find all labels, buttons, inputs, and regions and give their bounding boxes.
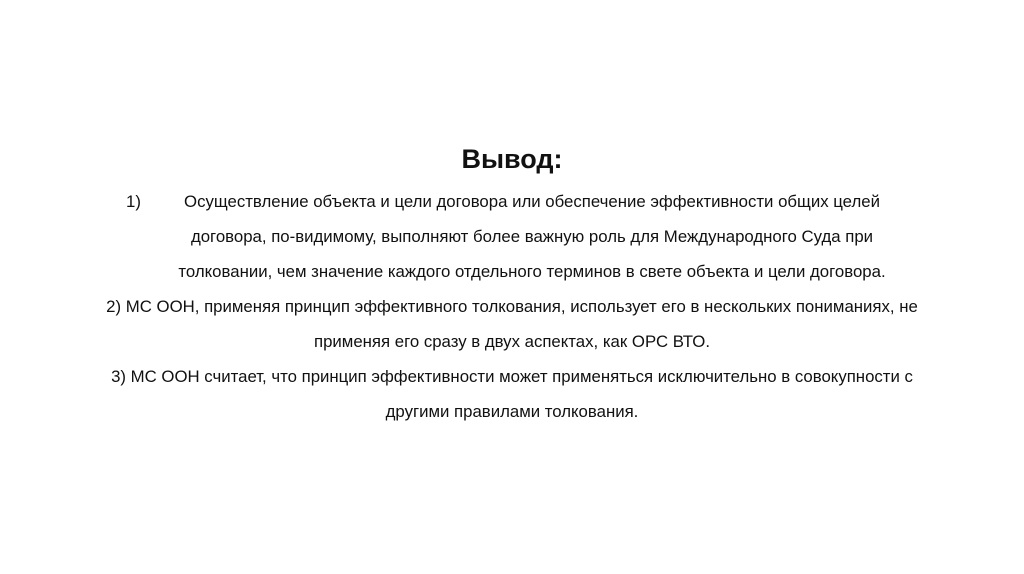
item-number: 1) — [126, 192, 141, 211]
slide-title: Вывод: — [461, 144, 563, 174]
conclusion-item-1 — [100, 184, 924, 289]
conclusion-item-2: 2) МС ООН, применяя принцип эффективного толкования, использует его в нескольких пониманиях, не применяя его сразу в двух аспектах, как ОРС ВТО. — [106, 297, 918, 351]
item-text: Осуществление объекта и цели договора или обеспечение эффективности общих целей договора, по-видимому, выполняют более важную роль для Международного Суда при толковании, чем значение каждого отдельного терминов в свете объекта и цели договора. — [178, 192, 886, 281]
slide-body — [100, 184, 924, 429]
conclusion-item-3: 3) МС ООН считает, что принцип эффективности может применяться исключительно в совокупности с другими правилами толкования. — [111, 367, 913, 421]
